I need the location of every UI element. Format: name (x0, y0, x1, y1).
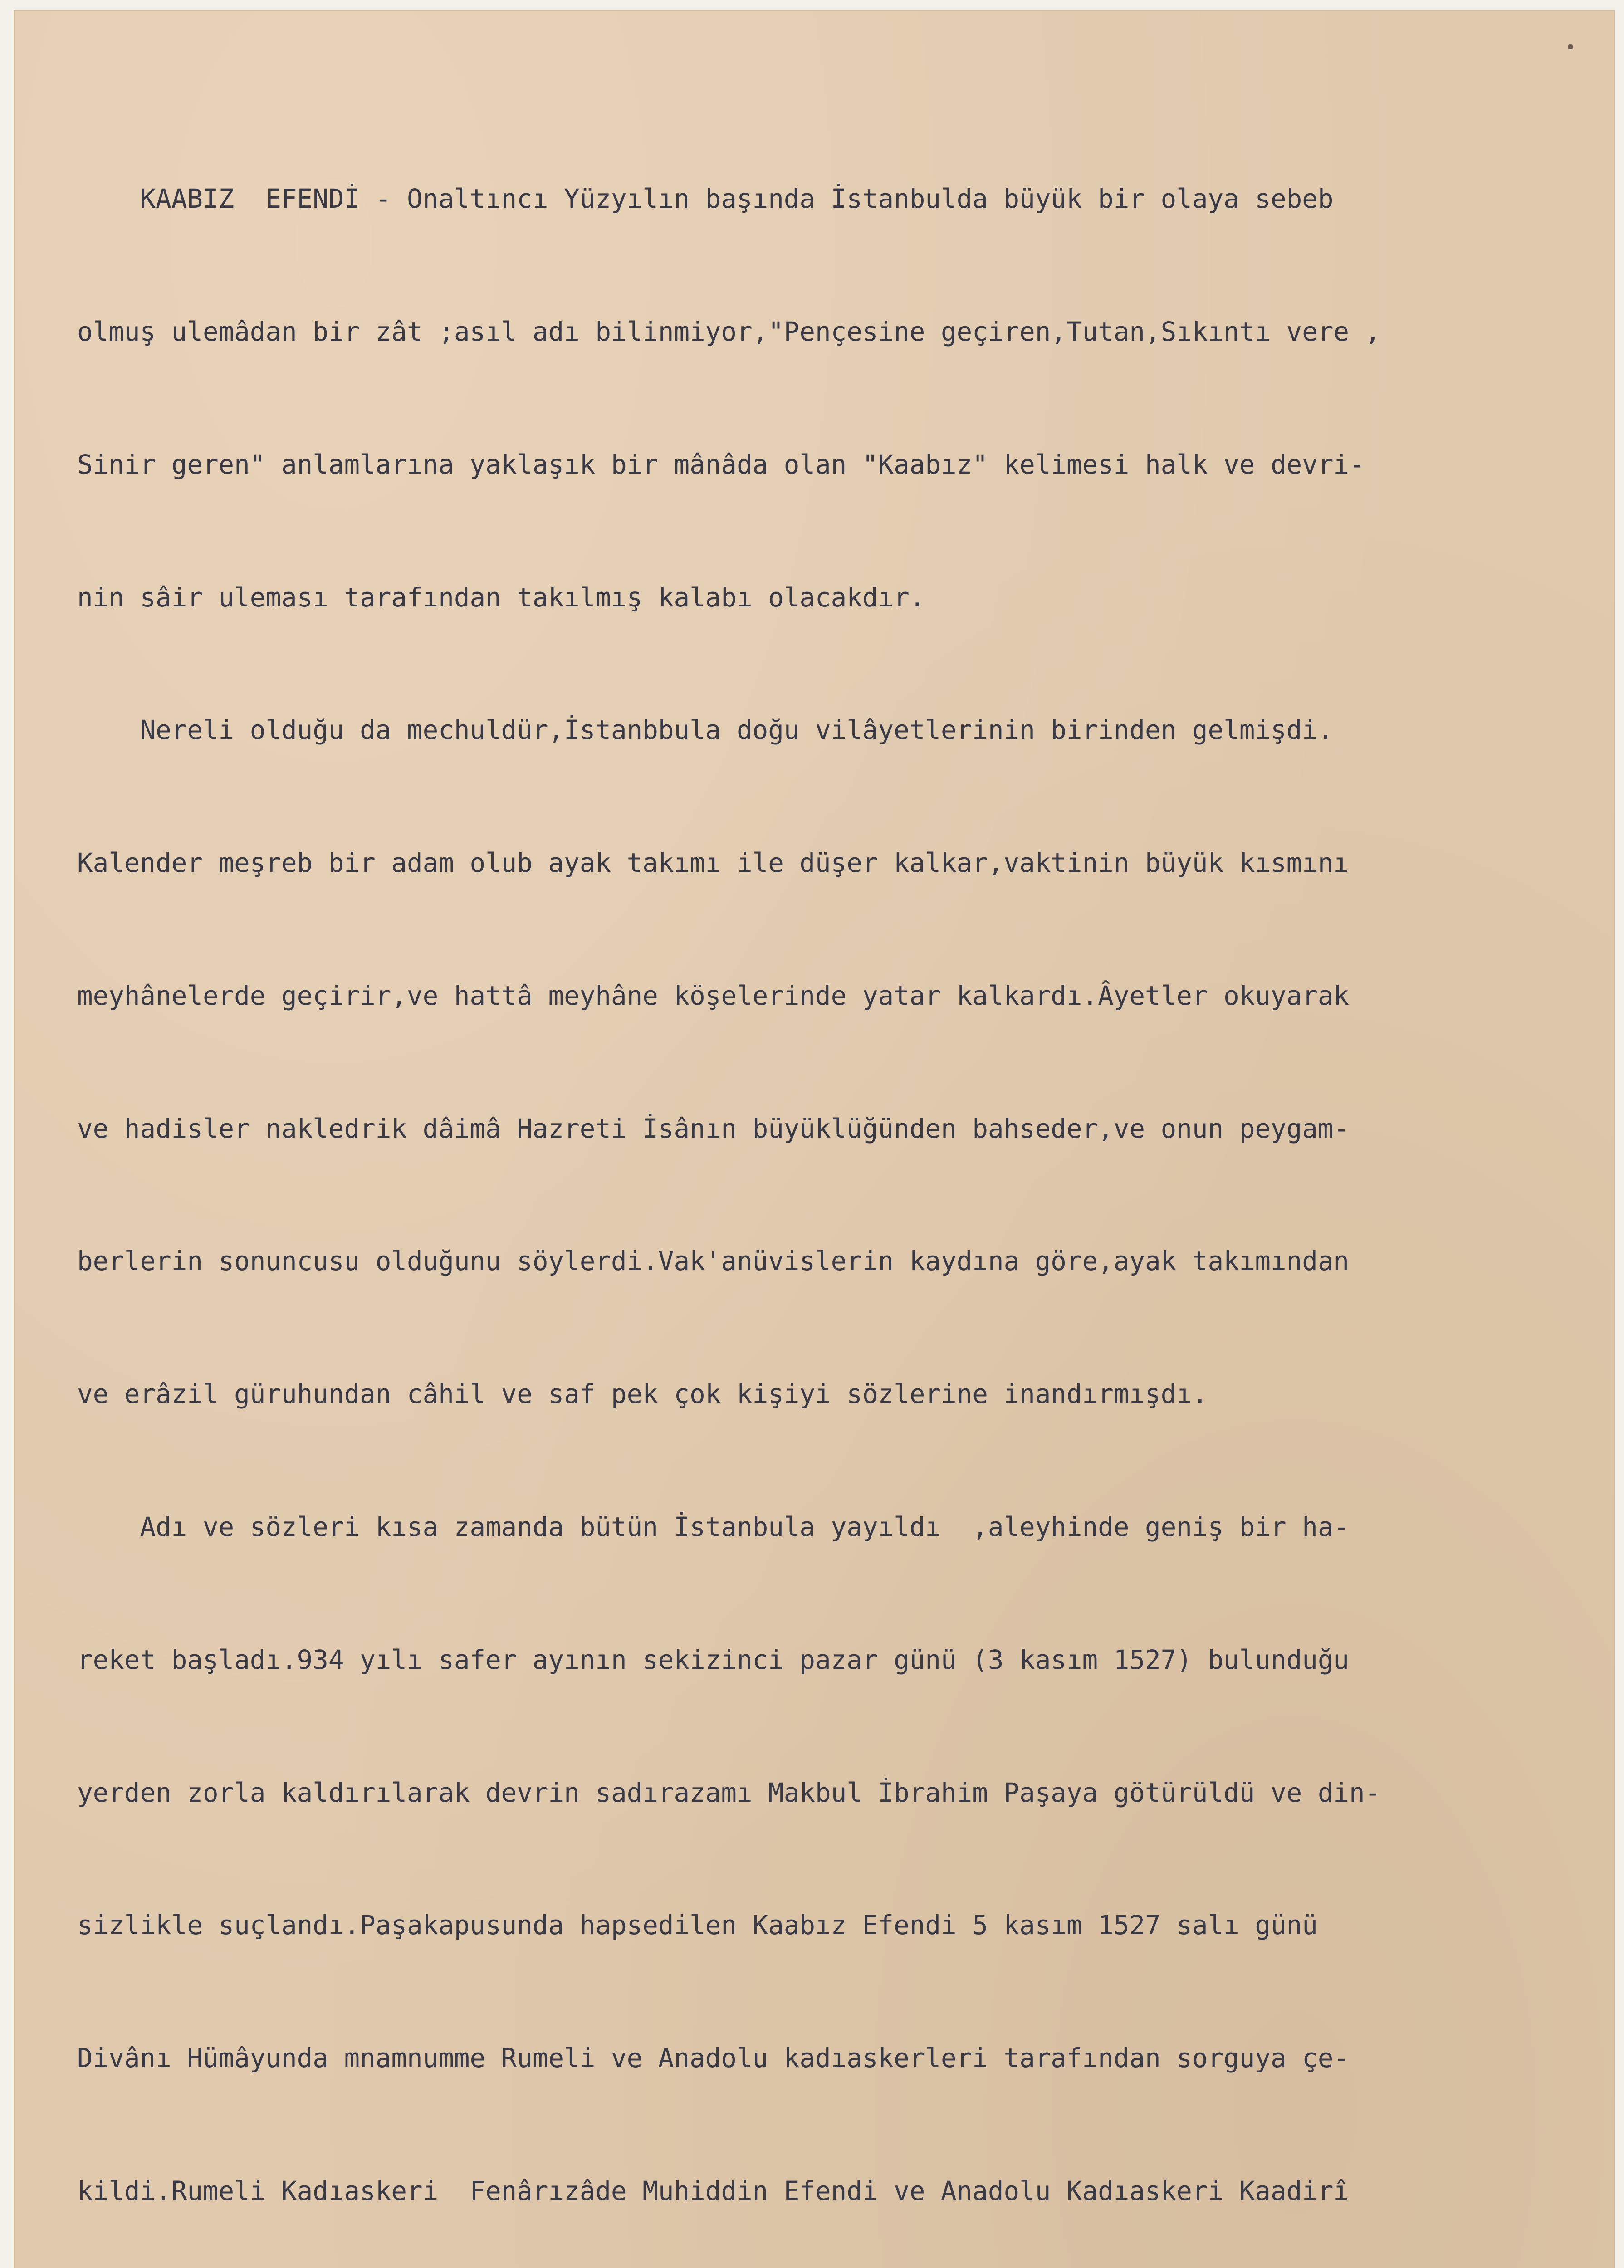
text-line: Sinir geren" anlamlarına yaklaşık bir mânâda olan "Kaabız" kelimesi halk ve devri- (77, 449, 1365, 480)
corner-mark: • (1565, 37, 1576, 58)
text-line: ve hadisler nakledrik dâimâ Hazreti İsânın büyüklüğünden bahseder,ve onun peygam- (77, 1113, 1350, 1144)
text-line: nin sâir uleması tarafından takılmış kalabı olacakdır. (77, 582, 925, 613)
text-line: meyhânelerde geçirir,ve hattâ meyhâne köşelerinde yatar kalkardı.Âyetler okuyarak (77, 980, 1350, 1011)
text-line: ve erâzil güruhundan câhil ve saf pek çok kişiyi sözlerine inandırmışdı. (77, 1379, 1208, 1410)
text-line: kildi.Rumeli Kadıaskeri Fenârızâde Muhiddin Efendi ve Anadolu Kadıaskeri Kaadirî (77, 2175, 1350, 2206)
text-line: berlerin sonuncusu olduğunu söylerdi.Vak'anüvislerin kaydına göre,ayak takımından (77, 1246, 1350, 1277)
typed-text-block (77, 88, 1619, 2268)
text-line: yerden zorla kaldırılarak devrin sadırazamı Makbul İbrahim Paşaya götürüldü ve din- (77, 1777, 1381, 1808)
text-line: Kalender meşreb bir adam olub ayak takımı ile düşer kalkar,vaktinin büyük kısmını (77, 848, 1350, 879)
text-line: sizlikle suçlandı.Paşakapusunda hapsedilen Kaabız Efendi 5 kasım 1527 salı günü (77, 1910, 1318, 1941)
text-line: reket başladı.934 yılı safer ayının sekizinci pazar günü (3 kasım 1527) bulunduğu (77, 1644, 1350, 1675)
text-line: Divânı Hümâyunda mnamnumme Rumeli ve Anadolu kadıaskerleri tarafından sorguya çe- (77, 2043, 1350, 2074)
text-line: Adı ve sözleri kısa zamanda bütün İstanbula yayıldı ,aleyhinde geniş bir ha- (77, 1512, 1350, 1542)
text-line: olmuş ulemâdan bir zât ;asıl adı bilinmiyor,"Pençesine geçiren,Tutan,Sıkıntı vere , (77, 316, 1381, 347)
text-line: Nereli olduğu da mechuldür,İstanbbula doğu vilâyetlerinin birinden gelmişdi. (77, 715, 1334, 746)
text-line: KAABIZ EFENDİ - Onaltıncı Yüzyılın başında İstanbulda büyük bir olaya sebeb (77, 184, 1334, 215)
